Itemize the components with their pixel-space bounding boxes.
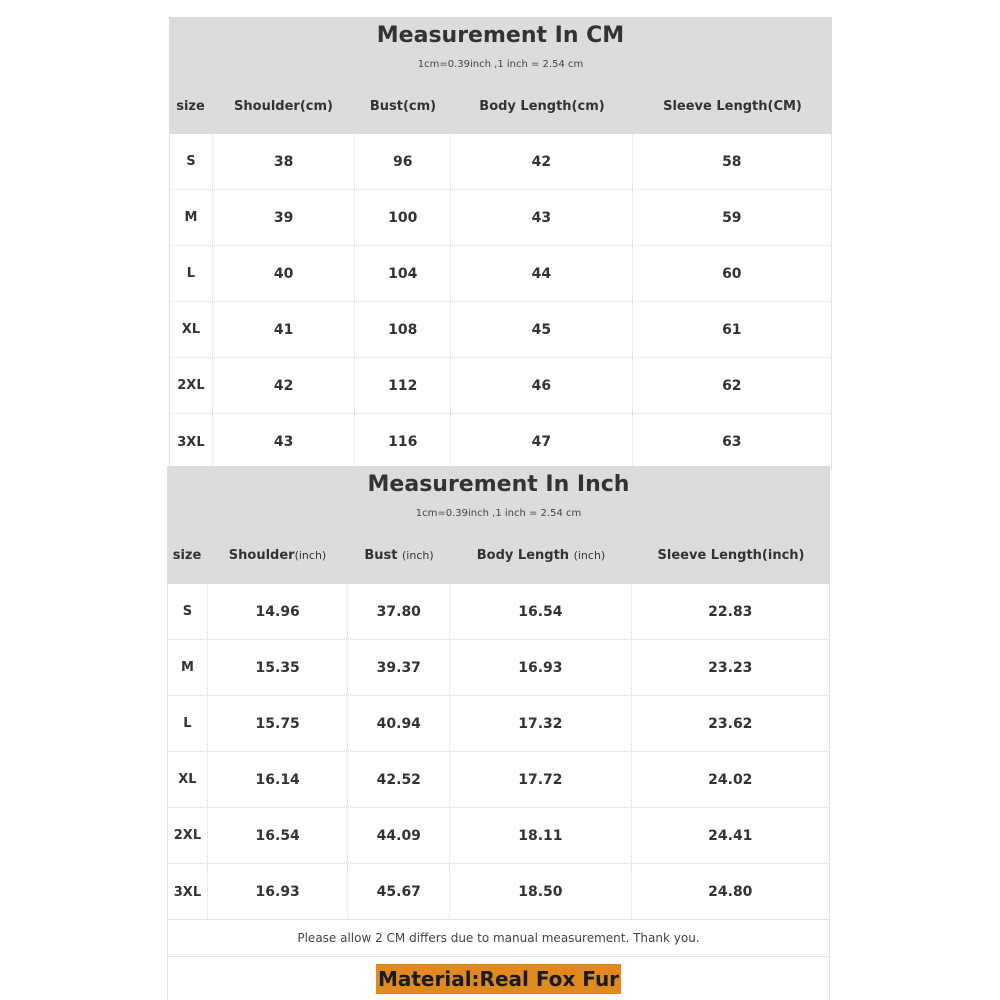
- unit-label: (inch): [402, 548, 434, 562]
- table-row: [170, 134, 831, 190]
- column-header-shoulder: Shoulder(cm): [234, 98, 333, 114]
- column-header-sleeve-length: Sleeve Length(CM): [663, 98, 802, 114]
- body-length-cell: 47: [451, 414, 632, 470]
- bust-cell: 37.80: [348, 584, 450, 639]
- column-header-shoulder: Shoulder (inch): [228, 547, 327, 563]
- size-cell: 2XL: [168, 808, 208, 863]
- inch-table-header: [167, 466, 830, 584]
- bust-cell: 40.94: [348, 696, 450, 751]
- body-length-cell: 16.93: [450, 640, 631, 695]
- size-cell: L: [170, 246, 213, 301]
- size-cell: S: [170, 134, 213, 189]
- shoulder-cell: 16.93: [208, 864, 349, 920]
- shoulder-cell: 16.14: [208, 752, 349, 807]
- table-row: [168, 864, 829, 920]
- bust-cell: 44.09: [348, 808, 450, 863]
- column-header-sleeve-length: Sleeve Length(inch): [657, 547, 805, 563]
- sleeve-length-cell: 61: [722, 321, 742, 338]
- body-length-cell: 18.50: [450, 864, 631, 920]
- sleeve-length-cell: 24.41: [708, 827, 753, 844]
- unit-label: (inch): [573, 548, 606, 562]
- sleeve-length-cell: 63: [722, 434, 742, 450]
- size-cell: M: [168, 640, 208, 695]
- sleeve-length-cell: 22.83: [708, 603, 753, 620]
- sleeve-length-cell: 62: [722, 377, 742, 394]
- inch-table-body: [167, 584, 830, 920]
- unit-label: (inch): [294, 548, 327, 562]
- material-section: [167, 957, 830, 1000]
- table-row: [168, 752, 829, 808]
- table-row: [168, 696, 829, 752]
- table-row: [168, 808, 829, 864]
- column-header-body-length: Body Length (inch): [476, 547, 606, 563]
- sleeve-length-cell: 58: [722, 153, 742, 170]
- column-header-bust: Bust (inch): [364, 547, 434, 563]
- bust-cell: 108: [355, 302, 451, 357]
- size-cell: XL: [170, 302, 213, 357]
- inch-table-title: Measurement In Inch: [367, 472, 630, 497]
- body-length-cell: 42: [451, 134, 632, 189]
- body-length-cell: 16.54: [450, 584, 631, 639]
- cm-table-title: Measurement In CM: [376, 23, 625, 48]
- body-length-cell: 43: [451, 190, 632, 245]
- bust-cell: 116: [355, 414, 451, 470]
- table-row: [168, 640, 829, 696]
- cm-table-header: [169, 17, 832, 134]
- table-row: [170, 302, 831, 358]
- shoulder-cell: 14.96: [208, 584, 349, 639]
- measurement-note: [167, 919, 830, 957]
- column-header-size: size: [176, 98, 205, 114]
- shoulder-cell: 42: [213, 358, 356, 413]
- shoulder-cell: 41: [213, 302, 356, 357]
- cm-table-body: [169, 134, 832, 470]
- size-cell: 3XL: [170, 414, 213, 470]
- size-cell: L: [168, 696, 208, 751]
- inch-measurement-table: [167, 466, 830, 920]
- shoulder-cell: 15.35: [208, 640, 349, 695]
- cm-table-subtitle: 1cm=0.39inch ,1 inch = 2.54 cm: [417, 59, 584, 70]
- table-row: [170, 190, 831, 246]
- body-length-cell: 17.72: [450, 752, 631, 807]
- sleeve-length-cell: 23.62: [708, 715, 753, 732]
- bust-cell: 39.37: [348, 640, 450, 695]
- shoulder-cell: 15.75: [208, 696, 349, 751]
- shoulder-cell: 40: [213, 246, 356, 301]
- bust-cell: 100: [355, 190, 451, 245]
- column-header-size: size: [172, 547, 202, 563]
- bust-cell: 104: [355, 246, 451, 301]
- shoulder-cell: 16.54: [208, 808, 349, 863]
- body-length-cell: 46: [451, 358, 632, 413]
- table-row: [170, 414, 831, 470]
- size-cell: 2XL: [170, 358, 213, 413]
- bust-cell: 45.67: [348, 864, 450, 920]
- inch-table-subtitle: 1cm=0.39inch ,1 inch = 2.54 cm: [415, 508, 582, 519]
- body-length-cell: 17.32: [450, 696, 631, 751]
- inch-column-headers: [167, 544, 830, 566]
- material-label: Material:Real Fox Fur: [376, 964, 621, 994]
- column-header-body-length: Body Length(cm): [479, 98, 605, 114]
- sleeve-length-cell: 24.02: [708, 771, 753, 788]
- size-cell: M: [170, 190, 213, 245]
- size-cell: 3XL: [168, 864, 208, 920]
- table-row: [170, 358, 831, 414]
- cm-measurement-table: [169, 17, 832, 470]
- bust-cell: 112: [355, 358, 451, 413]
- column-header-bust: Bust(cm): [369, 98, 437, 114]
- body-length-cell: 45: [451, 302, 632, 357]
- body-length-cell: 18.11: [450, 808, 631, 863]
- table-row: [170, 246, 831, 302]
- size-cell: XL: [168, 752, 208, 807]
- size-cell: S: [168, 584, 208, 639]
- sleeve-length-cell: 60: [722, 265, 742, 282]
- measurement-note-text: Please allow 2 CM differs due to manual measurement. Thank you.: [297, 931, 700, 945]
- sleeve-length-cell: 23.23: [708, 659, 753, 676]
- sleeve-length-cell: 24.80: [708, 884, 753, 900]
- shoulder-cell: 38: [213, 134, 356, 189]
- table-row: [168, 584, 829, 640]
- body-length-cell: 44: [451, 246, 632, 301]
- bust-cell: 42.52: [348, 752, 450, 807]
- cm-column-headers: [169, 95, 832, 117]
- sleeve-length-cell: 59: [722, 209, 742, 226]
- shoulder-cell: 43: [213, 414, 356, 470]
- shoulder-cell: 39: [213, 190, 356, 245]
- bust-cell: 96: [355, 134, 451, 189]
